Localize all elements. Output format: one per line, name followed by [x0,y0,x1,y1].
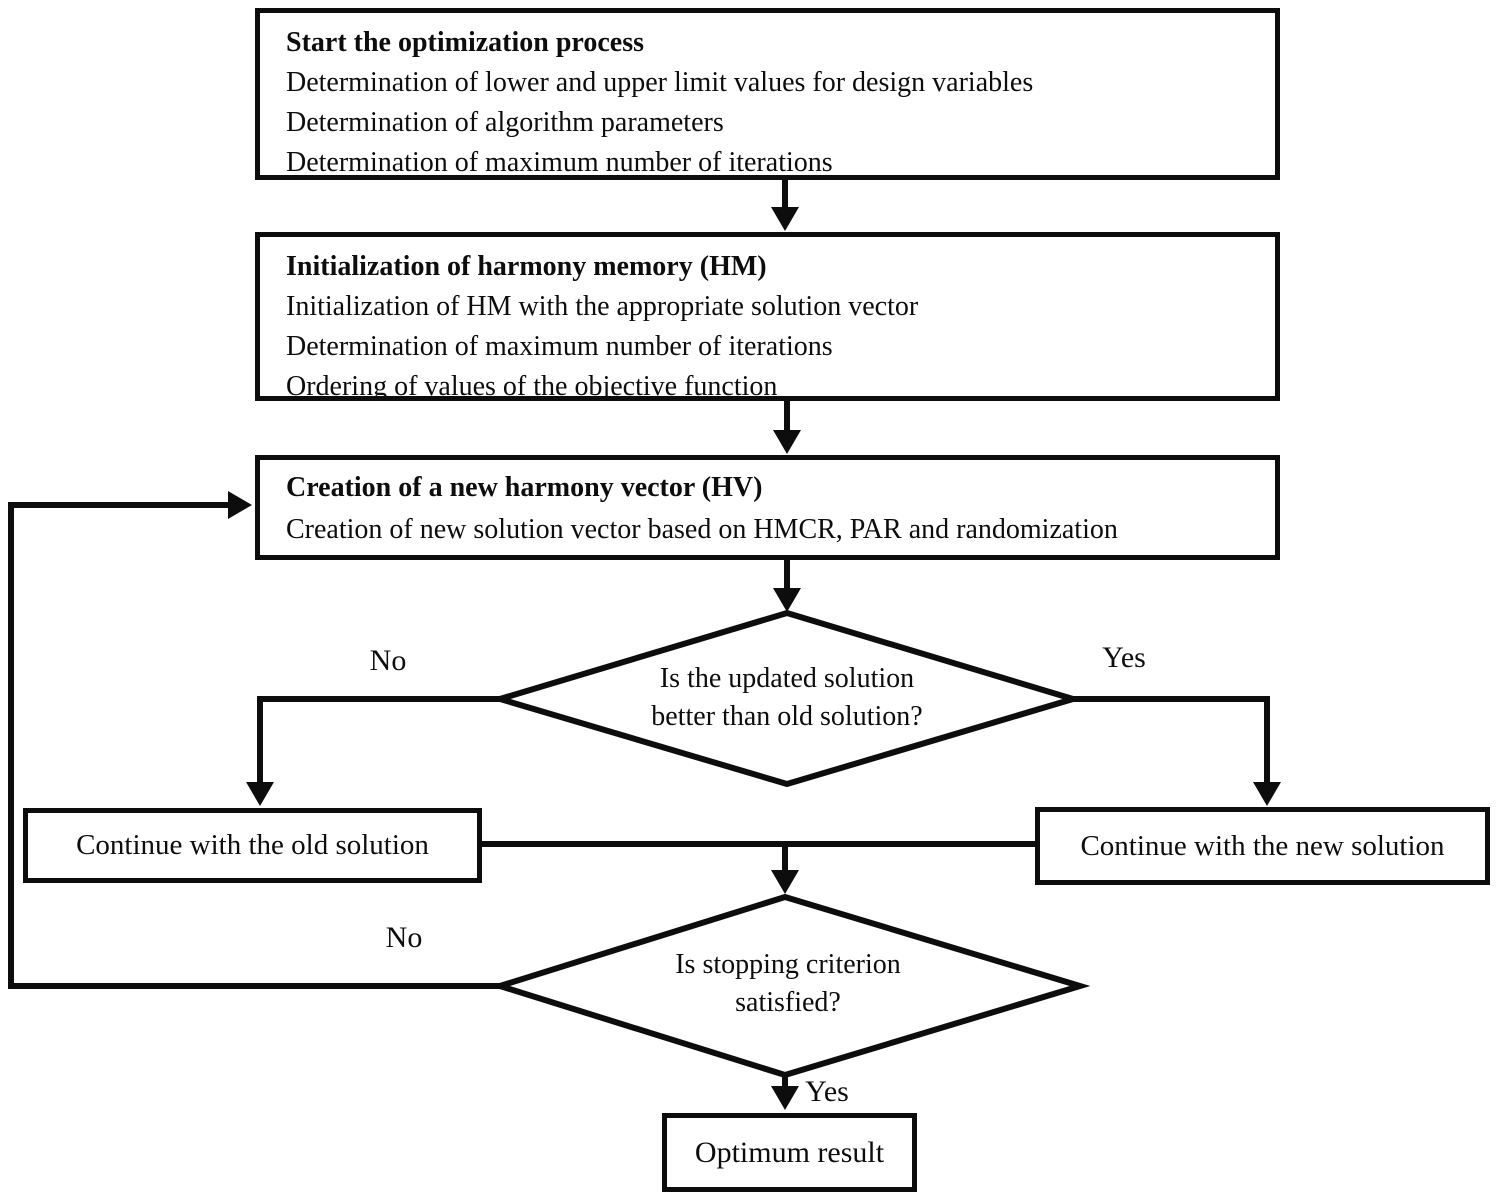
continue-new-label: Continue with the new solution [1080,829,1445,862]
arrowhead-join-to-decision2 [771,870,799,894]
decision-better-line-2: better than old solution? [651,701,923,732]
branch-label-yes-2: Yes [805,1075,849,1108]
creation-title: Creation of a new harmony vector (HV) [286,472,763,503]
process-box-start [255,8,1280,180]
decision-better-text [577,660,997,736]
start-line-2: Determination of algorithm parameters [286,107,724,138]
optimum-result-label: Optimum result [694,1135,885,1169]
creation-line-1: Creation of new solution vector based on HMCR, PAR and randomization [286,514,1118,545]
arrowhead-decision2-to-optimum [771,1086,799,1110]
decision-stopping-line-2: satisfied? [735,987,841,1018]
branch-label-yes-1: Yes [1102,641,1146,674]
arrowhead-loopback-to-creation [228,491,252,519]
decision-stopping-line-1: Is stopping criterion [675,949,901,980]
box-continue-new-solution [1035,807,1490,885]
branch-label-no-2: No [385,921,423,954]
process-box-creation [255,455,1280,560]
arrowhead-init-to-creation [773,430,801,454]
connector-yes-new-solution [1073,699,1267,783]
start-line-3: Determination of maximum number of iterations [286,147,833,178]
arrowhead-creation-to-decision [773,588,801,612]
arrowhead-yes-new-solution [1253,782,1281,806]
box-continue-old-solution [23,808,482,883]
connector-no-old-solution [260,699,500,783]
process-box-initialization [255,232,1280,401]
init-line-1: Initialization of HM with the appropriate solution vector [286,291,919,322]
init-title: Initialization of harmony memory (HM) [286,251,767,282]
arrowhead-start-to-init [771,207,799,231]
arrowhead-no-old-solution [246,782,274,806]
start-title: Start the optimization process [286,27,644,58]
decision-stopping-text [578,946,998,1022]
init-line-2: Determination of maximum number of iterations [286,331,833,362]
init-line-3: Ordering of values of the objective function [286,371,778,402]
branch-label-no-1: No [369,644,407,677]
box-optimum-result [662,1113,917,1192]
continue-old-label: Continue with the old solution [76,829,429,861]
decision-better-line-1: Is the updated solution [659,663,915,694]
start-line-1: Determination of lower and upper limit values for design variables [286,67,1034,98]
connector-no-loopback [11,505,500,986]
